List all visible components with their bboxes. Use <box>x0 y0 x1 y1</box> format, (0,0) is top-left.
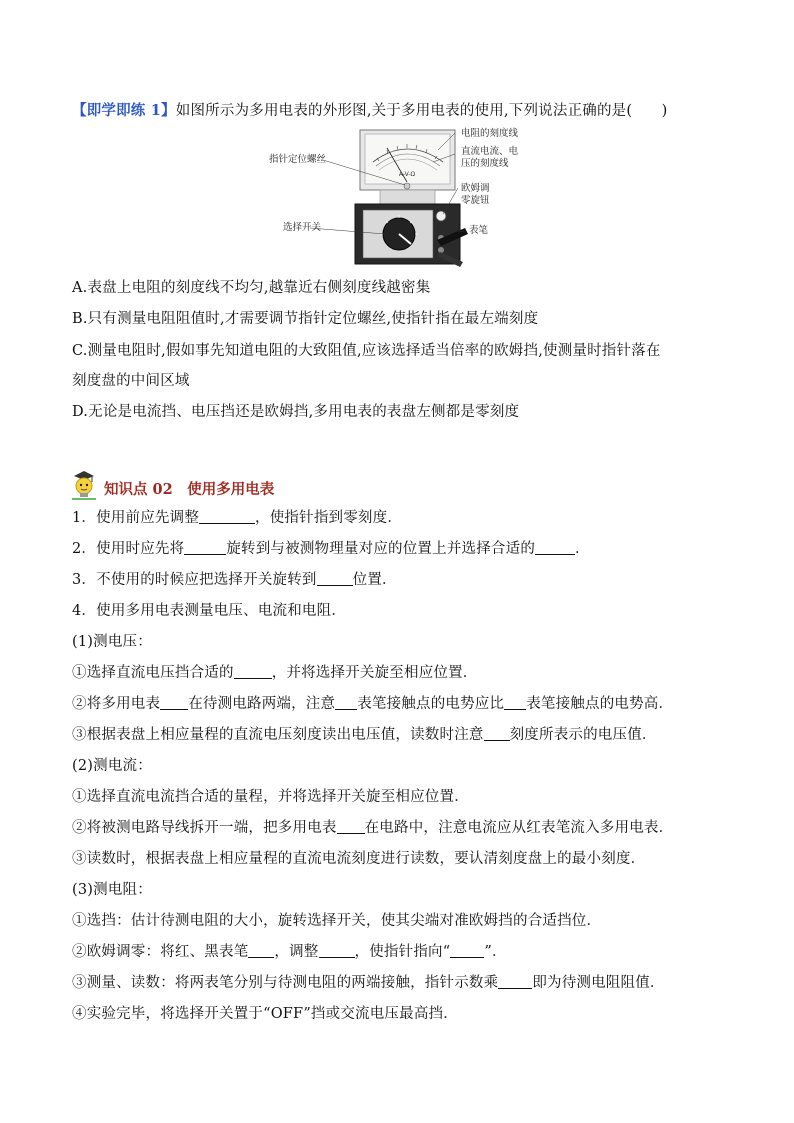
current-heading: (2)测电流： <box>72 758 152 774</box>
option-b: B.只有测量电阻阻值时,才需要调节指针定位螺丝,使指针指在最左端刻度 <box>72 311 539 327</box>
voltage-step-3 <box>72 725 657 745</box>
resistance-step-3-text-a: ③测量、读数：将两表笔分别与待测电阻的两端接触，指针示数乘 <box>72 975 499 991</box>
resistance-step-2-text-c: ，使指针指向“ <box>354 944 451 960</box>
fill-blank <box>337 819 365 834</box>
section-title: 知识点 02 使用多用电表 <box>104 481 275 498</box>
voltage-step-1-text-a: ①选择直流电压挡合适的 <box>72 665 234 681</box>
label-pointer-screw: 指针定位螺丝 <box>269 154 327 165</box>
voltage-step-3-text-a: ③根据表盘上相应量程的直流电压刻度读出电压值，读数时注意 <box>72 727 484 743</box>
fill-blank <box>535 540 575 555</box>
exercise-question-line <box>72 101 667 121</box>
resistance-step-3-text-b: 即为待测电阻阻值． <box>532 975 665 991</box>
exercise-question: 如图所示为多用电表的外形图,关于多用电表的使用,下列说法正确的是( ) <box>175 103 668 119</box>
item-2-text-c: ． <box>575 541 590 557</box>
label-probe: 表笔 <box>469 225 489 236</box>
option-a: A.表盘上电阻的刻度线不均匀,越靠近右侧刻度线越密集 <box>72 280 431 296</box>
voltage-heading: (1)测电压： <box>72 634 152 650</box>
item-1-text-b: ，使指针指到零刻度． <box>255 510 403 526</box>
item-2 <box>72 539 590 559</box>
label-dc-scale-line2: 压的刻度线 <box>461 158 509 169</box>
fill-blank <box>504 695 526 710</box>
resistance-heading: (3)测电阻： <box>72 882 152 898</box>
item-1-text-a: 1．使用前应先调整 <box>72 510 200 526</box>
voltage-step-2 <box>72 694 673 714</box>
fill-blank <box>184 540 226 555</box>
fill-blank <box>248 943 274 958</box>
fill-blank <box>484 726 510 741</box>
fill-blank <box>498 974 532 989</box>
section-header <box>70 474 274 500</box>
lightbulb-mascot-icon <box>70 470 98 500</box>
resistance-step-2-text-b: ，调整 <box>274 944 319 960</box>
voltage-step-2-text-c: 表笔接触点的电势应比 <box>357 696 505 712</box>
item-1 <box>72 508 402 528</box>
label-dc-scale-line1: 直流电流、电 <box>461 146 519 157</box>
voltage-step-3-text-b: 刻度所表示的电压值． <box>509 727 657 743</box>
voltage-step-2-text-b: 在待测电路两端，注意 <box>188 696 336 712</box>
item-3-text-a: 3．不使用的时候应把选择开关旋转到 <box>72 572 317 588</box>
current-step-2-text-a: ②将被测电路导线拆开一端，把多用电表 <box>72 820 337 836</box>
current-step-2 <box>72 818 673 838</box>
label-selector-switch: 选择开关 <box>283 222 322 233</box>
fill-blank <box>199 509 255 524</box>
item-2-text-b: 旋转到与被测物理量对应的位置上并选择合适的 <box>226 541 536 557</box>
label-resistance-scale: 电阻的刻度线 <box>461 128 519 139</box>
voltage-step-1 <box>72 663 478 683</box>
item-2-text-a: 2．使用时应先将 <box>72 541 185 557</box>
fill-blank <box>319 943 355 958</box>
resistance-step-3 <box>72 973 665 993</box>
label-ohm-knob-line2: 零旋钮 <box>461 195 490 206</box>
resistance-step-1: ①选挡：估计待测电阻的大小，旋转选择开关，使其尖端对准欧姆挡的合适挡位． <box>72 913 602 929</box>
resistance-step-2-text-a: ②欧姆调零：将红、黑表笔 <box>72 944 249 960</box>
option-c-line2: 刻度盘的中间区域 <box>72 373 190 389</box>
fill-blank <box>160 695 188 710</box>
option-c-line1: C.测量电阻时,假如事先知道电阻的大致阻值,应该选择适当倍率的欧姆挡,使测量时指针落在 <box>72 343 661 359</box>
item-3-text-b: 位置． <box>352 572 397 588</box>
resistance-step-2 <box>72 942 507 962</box>
exercise-label: 【即学即练 1】 <box>72 102 176 119</box>
fill-blank <box>450 943 484 958</box>
item-3 <box>72 570 397 590</box>
voltage-step-2-text-d: 表笔接触点的电势高． <box>526 696 674 712</box>
label-ohm-knob-line1: 欧姆调 <box>461 183 490 194</box>
fill-blank <box>317 571 353 586</box>
resistance-step-2-text-d: ”． <box>484 944 507 960</box>
fill-blank <box>234 664 272 679</box>
current-step-1: ①选择直流电流挡合适的量程，并将选择开关旋至相应位置． <box>72 789 469 805</box>
option-d: D.无论是电流挡、电压挡还是欧姆挡,多用电表的表盘左侧都是零刻度 <box>72 404 520 420</box>
current-step-2-text-b: 在电路中，注意电流应从红表笔流入多用电表． <box>364 820 674 836</box>
voltage-step-1-text-b: ，并将选择开关旋至相应位置． <box>271 665 478 681</box>
resistance-step-4: ④实验完毕，将选择开关置于“OFF”挡或交流电压最高挡． <box>72 1006 458 1022</box>
fill-blank <box>335 695 357 710</box>
multimeter-figure <box>265 128 530 268</box>
item-4: 4．使用多用电表测量电压、电流和电阻． <box>72 603 347 619</box>
dial-text: A-V-Ω <box>398 171 416 178</box>
voltage-step-2-text-a: ②将多用电表 <box>72 696 161 712</box>
current-step-3: ③读数时，根据表盘上相应量程的直流电流刻度进行读数，要认清刻度盘上的最小刻度． <box>72 851 646 867</box>
